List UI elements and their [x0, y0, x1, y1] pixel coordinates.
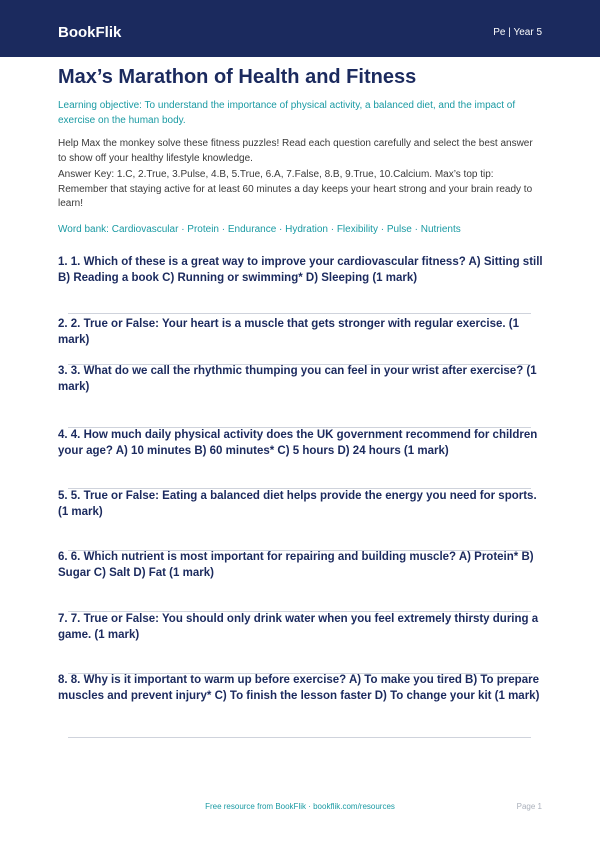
page-title: Max’s Marathon of Health and Fitness [58, 66, 417, 88]
learning-objective: Learning objective: To understand the importance of physical activity, a balanced diet, and the impact of exercise on the human body. [58, 100, 516, 126]
word-bank: Word bank: Cardiovascular · Protein · Endurance · Hydration · Flexibility · Pulse · Nutrients [58, 224, 461, 235]
page-header [0, 0, 600, 57]
answer-line-8 [68, 737, 531, 738]
answer-line-1 [68, 313, 531, 314]
question-6: 6. 6. Which nutrient is most important for repairing and building muscle? A) Protein* B) Sugar C) Salt D) Fat (1 mark) [58, 551, 534, 579]
question-5: 5. 5. True or False: Eating a balanced diet helps provide the energy you need for sports. (1 mark) [58, 490, 537, 518]
question-2: 2. 2. True or False: Your heart is a muscle that gets stronger with regular exercise. (1 mark) [58, 318, 520, 346]
answer-key: Answer Key: 1.C, 2.True, 3.Pulse, 4.B, 5.True, 6.A, 7.False, 8.B, 9.True, 10.Calcium. Max’s top tip: Remember that staying active for at least 60 minutes a day keeps your heart strong and your brain ready to learn! [58, 169, 533, 209]
footer-resource-link[interactable]: Free resource from BookFlik · bookflik.com/resources [205, 802, 395, 811]
question-7: 7. 7. True or False: You should only drink water when you feel extremely thirsty during a game. (1 mark) [58, 613, 539, 641]
question-3: 3. 3. What do we call the rhythmic thumping you can feel in your wrist after exercise? (1 mark) [58, 365, 537, 393]
question-4: 4. 4. How much daily physical activity does the UK government recommend for children your age? A) 10 minutes B) 60 minutes* C) 5 hours D) 24 hours (1 mark) [58, 429, 538, 457]
brand-logo[interactable]: BookFlik [58, 24, 122, 41]
question-1: 1. 1. Which of these is a great way to improve your cardiovascular fitness? A) Sitting still B) Reading a book C) Running or swimming* D) Sleeping (1 mark) [58, 256, 543, 284]
page-number: Page 1 [516, 802, 542, 811]
intro-text: Help Max the monkey solve these fitness puzzles! Read each question carefully and select the best answer to show off your healthy lifestyle knowledge. [58, 138, 533, 164]
question-8: 8. 8. Why is it important to warm up before exercise? A) To make you tired B) To prepare muscles and prevent injury* C) To finish the lesson faster D) To change your kit (1 mark) [58, 674, 540, 702]
subject-year-label: Pe | Year 5 [493, 27, 542, 38]
